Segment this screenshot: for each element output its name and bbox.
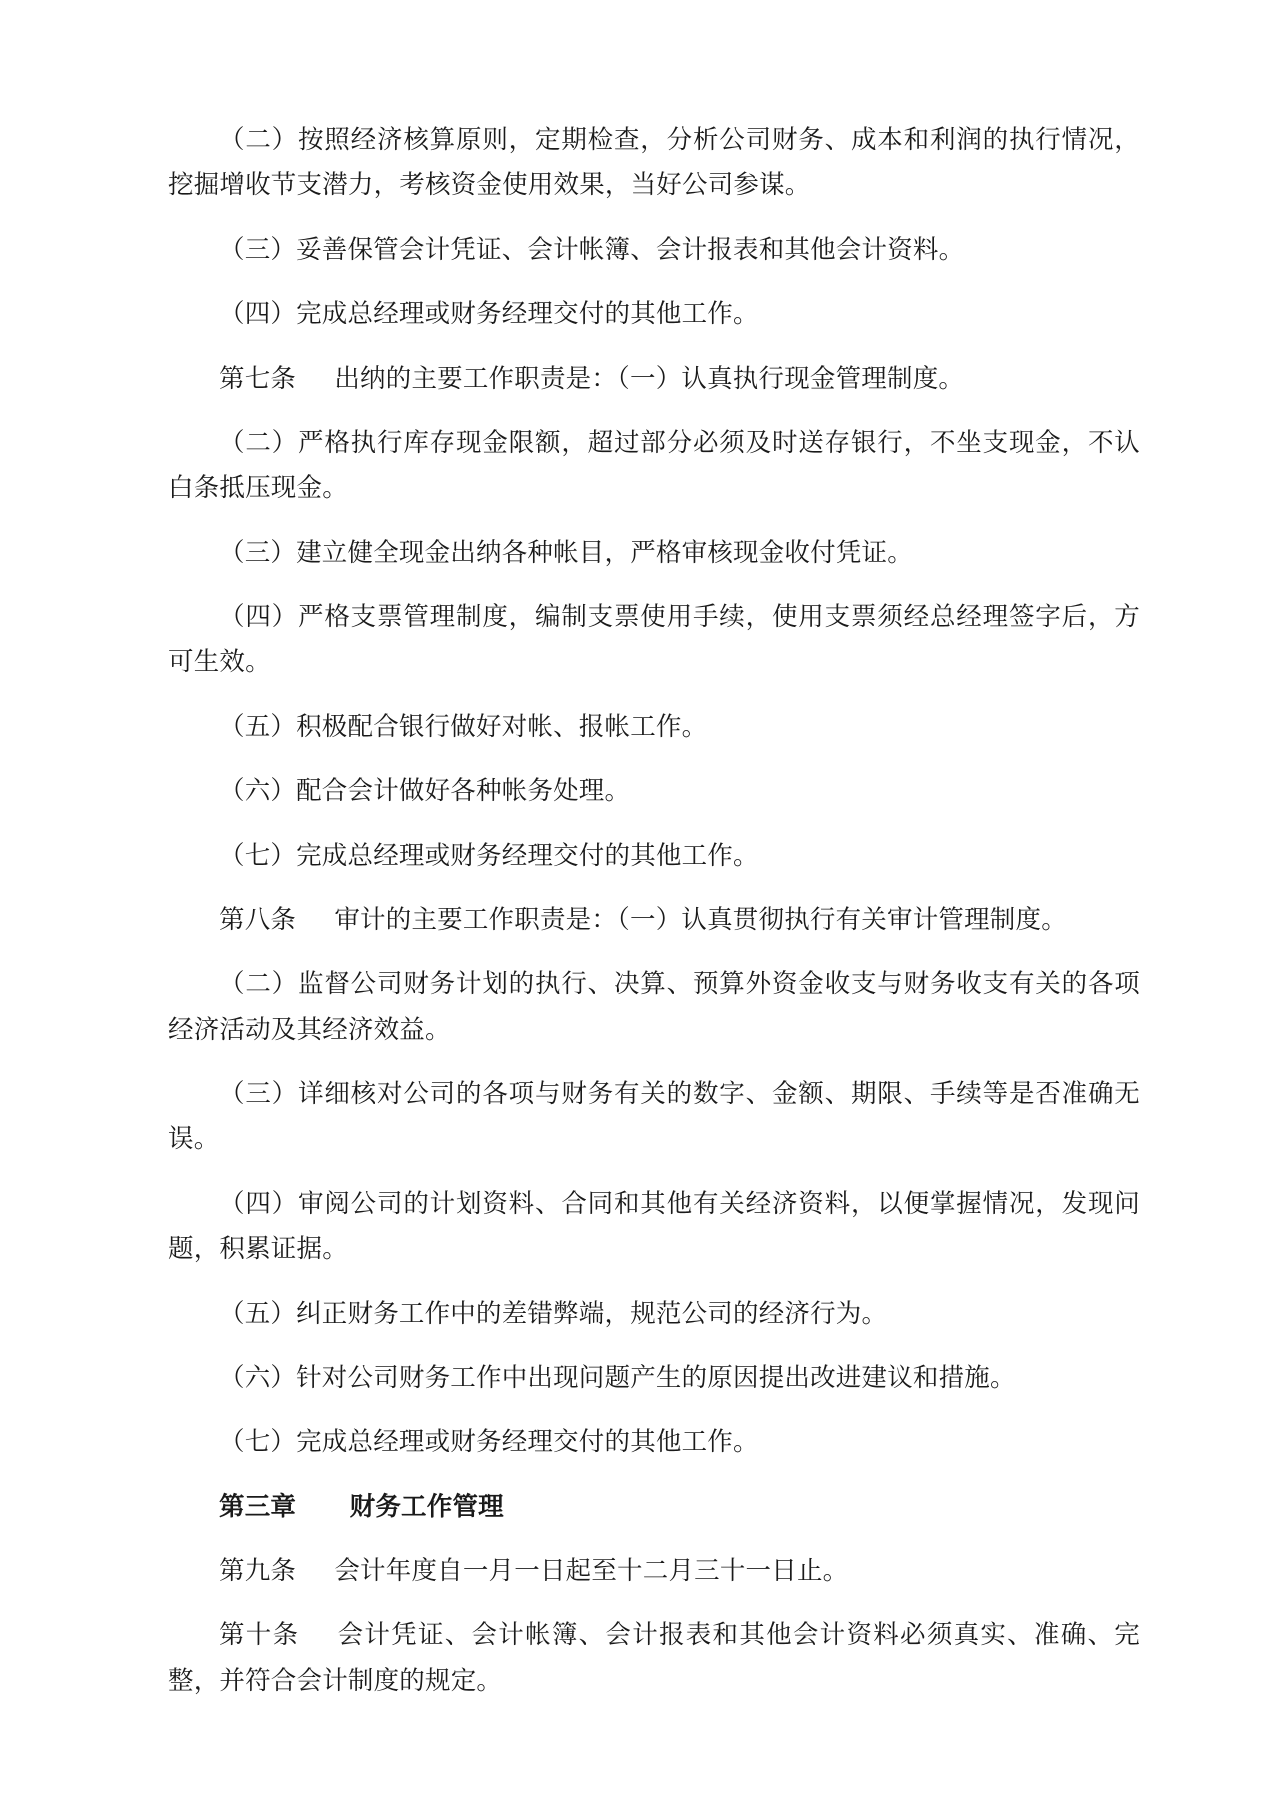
paragraph: （五）纠正财务工作中的差错弊端，规范公司的经济行为。	[219, 1298, 888, 1329]
paragraph: （四）审阅公司的计划资料、合同和其他有关经济资料，以便掌握情况，发现问题，积累证据。	[168, 1188, 1140, 1265]
paragraph: （六）配合会计做好各种帐务处理。	[219, 776, 631, 807]
paragraph: （四）严格支票管理制度，编制支票使用手续，使用支票须经总经理签字后，方可生效。	[168, 602, 1140, 678]
chapter-label: 第三章	[219, 1491, 297, 1522]
paragraph: （二）按照经济核算原则，定期检查，分析公司财务、成本和利润的执行情况，挖掘增收节支潜力，考核资金使用效果，当好公司参谋。	[168, 125, 1140, 201]
document-body	[168, 118, 1140, 1704]
paragraph: （五）积极配合银行做好对帐、报帐工作。	[219, 711, 708, 742]
clause-text: 会计凭证、会计帐簿、会计报表和其他会计资料必须真实、准确、完整，并符合会计制度的规定。	[168, 1620, 1140, 1696]
paragraph: （七）完成总经理或财务经理交付的其他工作。	[219, 1427, 759, 1458]
clause-text: 出纳的主要工作职责是：（一）认真执行现金管理制度。	[334, 363, 965, 394]
clause-article-7	[168, 357, 1140, 402]
clause-text: 会计年度自一月一日起至十二月三十一日止。	[334, 1556, 849, 1586]
clause-label: 第九条	[219, 1556, 297, 1586]
chapter-heading	[168, 1485, 1140, 1530]
paragraph: （三）建立健全现金出纳各种帐目，严格审核现金收付凭证。	[219, 537, 913, 568]
paragraph: （三）妥善保管会计凭证、会计帐簿、会计报表和其他会计资料。	[219, 234, 965, 265]
paragraph: （四）完成总经理或财务经理交付的其他工作。	[219, 299, 759, 330]
clause-label: 第七条	[219, 363, 297, 394]
clause-label: 第十条	[219, 1620, 300, 1651]
paragraph: （三）详细核对公司的各项与财务有关的数字、金额、期限、手续等是否准确无误。	[168, 1079, 1140, 1155]
paragraph: （六）针对公司财务工作中出现问题产生的原因提出改进建议和措施。	[219, 1362, 1016, 1393]
paragraph: （二）严格执行库存现金限额，超过部分必须及时送存银行，不坐支现金，不认白条抵压现金。	[168, 427, 1140, 504]
clause-article-10	[168, 1613, 1140, 1704]
chapter-title: 财务工作管理	[349, 1491, 504, 1522]
paragraph: （二）监督公司财务计划的执行、决算、预算外资金收支与财务收支有关的各项经济活动及其经济效益。	[168, 969, 1140, 1045]
clause-text: 审计的主要工作职责是：（一）认真贯彻执行有关审计管理制度。	[334, 904, 1067, 935]
clause-label: 第八条	[219, 904, 297, 935]
paragraph: （七）完成总经理或财务经理交付的其他工作。	[219, 840, 759, 871]
clause-article-8	[168, 898, 1140, 943]
clause-article-9	[168, 1549, 1140, 1594]
